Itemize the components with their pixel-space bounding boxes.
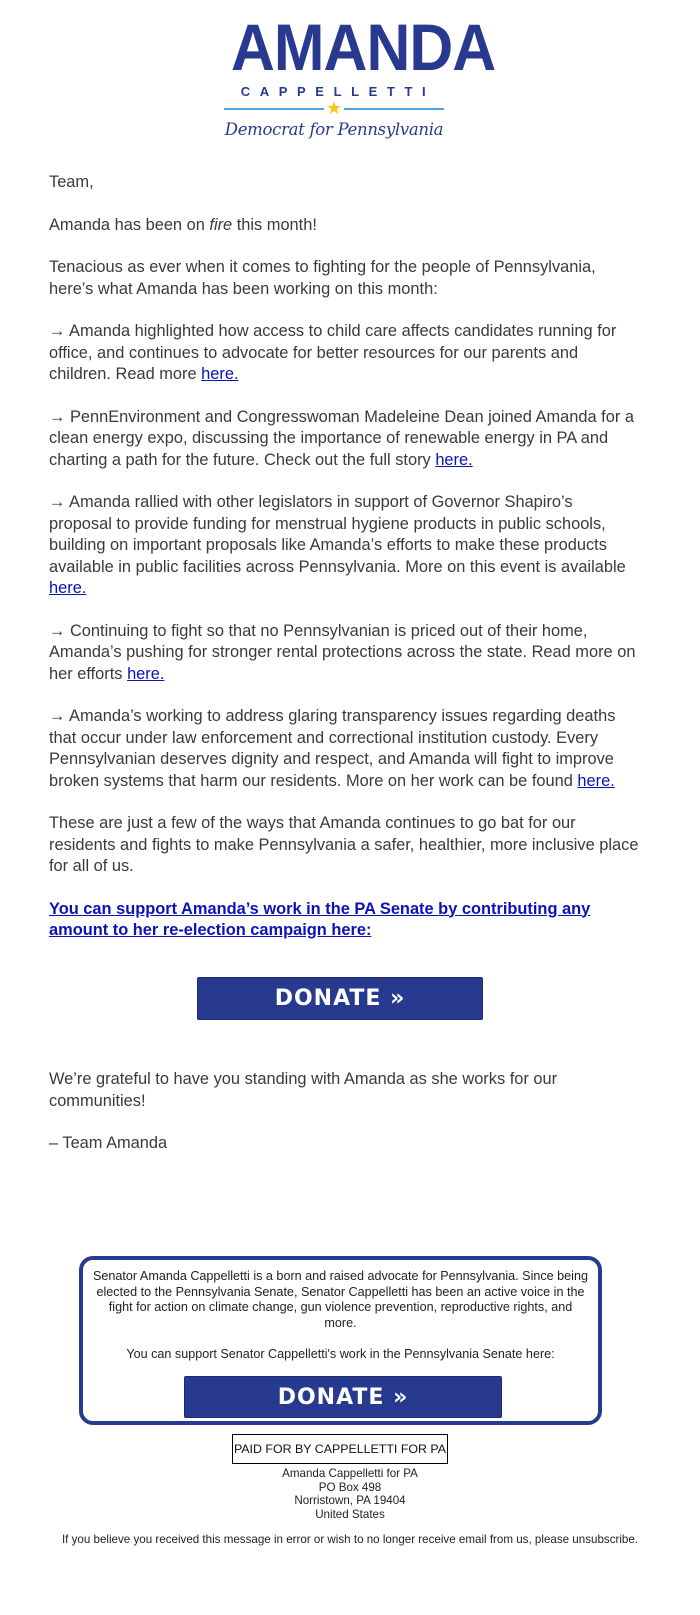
update-text: → PennEnvironment and Congresswoman Madeleine Dean joined Amanda for a clean energy expo, discussing the importance of renewable energy in PA and charting a path for the future. Check out the full story — [49, 407, 634, 469]
update-item — [49, 321, 639, 386]
address-line: United States — [315, 1507, 385, 1521]
support-paragraph — [49, 899, 639, 942]
support-link[interactable]: You can support Amanda’s work in the PA Senate by contributing any amount to her re-election campaign here: — [49, 899, 591, 939]
mailing-address — [0, 1467, 700, 1521]
lead-paragraph: Tenacious as ever when it comes to fighting for the people of Pennsylvania, here’s what Amanda has been working on this month: — [49, 258, 596, 298]
intro-emphasis: fire — [209, 215, 233, 234]
logo-tagline: Democrat for Pennsylvania — [224, 120, 444, 139]
logo-last-name: CAPPELLETTI — [240, 84, 436, 99]
email-body — [49, 172, 639, 963]
footer-support-text: You can support Senator Cappelletti's work in the Pennsylvania Senate here: — [126, 1347, 555, 1362]
logo-first-name: AMANDA — [230, 10, 496, 84]
efforts-link[interactable]: here. — [127, 664, 165, 683]
divider-line-left — [224, 108, 324, 110]
closing-section — [49, 1069, 639, 1176]
intro-text: Amanda has been on — [49, 215, 210, 234]
update-item — [49, 407, 639, 472]
summary-paragraph: These are just a few of the ways that Amanda continues to go bat for our residents and fights to make Pennsylvania a safer, healthier, more inclusive place for all of us. — [49, 814, 639, 875]
divider-line-right — [344, 108, 444, 110]
address-line: Amanda Cappelletti for PA — [282, 1467, 418, 1480]
update-item — [49, 706, 639, 792]
star-icon: ★ — [326, 98, 343, 118]
paid-for-disclaimer: PAID FOR BY CAPPELLETTI FOR PA — [232, 1434, 448, 1464]
signature: – Team Amanda — [49, 1134, 168, 1152]
update-text: → Amanda’s working to address glaring transparency issues regarding deaths that occur under law enforcement and correctional institution custody. Every Pennsylvanian deserves dignity and respect, and Amanda will fight to improve broken systems that harm our residents. More on her work can be found — [49, 707, 616, 790]
update-item — [49, 492, 639, 600]
read-more-link[interactable]: here. — [201, 365, 239, 383]
event-link[interactable]: here. — [49, 579, 87, 597]
greeting: Team, — [49, 173, 94, 191]
update-text: → Continuing to fight so that no Pennsylvanian is priced out of their home, Amanda’s pushing for stronger rental protections across the state. Read more on her efforts — [49, 621, 636, 683]
campaign-logo — [222, 10, 496, 146]
intro — [49, 215, 639, 237]
closing-paragraph: We’re grateful to have you standing with Amanda as she works for our communities! — [49, 1070, 558, 1110]
work-link[interactable]: here. — [577, 771, 615, 790]
update-text: → Amanda rallied with other legislators in support of Governor Shapiro’s proposal to provide funding for menstrual hygiene products in public schools, building on important proposals like Amanda’s efforts to make these products available in public facilities across Pennsylvania. More on this event is available — [49, 493, 626, 576]
intro-text-end: this month! — [232, 215, 317, 234]
donate-button[interactable]: DONATE » — [197, 977, 483, 1020]
address-line: PO Box 498 — [318, 1480, 382, 1494]
footer-bio-box — [79, 1256, 602, 1425]
logo-divider — [222, 98, 446, 118]
update-text: → Amanda highlighted how access to child care affects candidates running for office, and continues to advocate for better resources for our parents and children. Read more — [49, 322, 617, 383]
footer-donate-button[interactable]: DONATE » — [184, 1376, 502, 1418]
bio-text: Senator Amanda Cappelletti is a born and raised advocate for Pennsylvania. Since being elected to the Pennsylvania Senate, Senator Cappelletti has been an active voice in the fight for action on climate change, gun violence prevention, reproductive rights, and more. — [93, 1269, 588, 1330]
unsubscribe-notice[interactable]: If you believe you received this message in error or wish to no longer receive email from us, please unsubscribe. — [61, 1533, 639, 1546]
update-item — [49, 621, 639, 686]
address-line: Norristown, PA 19404 — [294, 1494, 406, 1508]
full-story-link[interactable]: here. — [435, 450, 473, 469]
